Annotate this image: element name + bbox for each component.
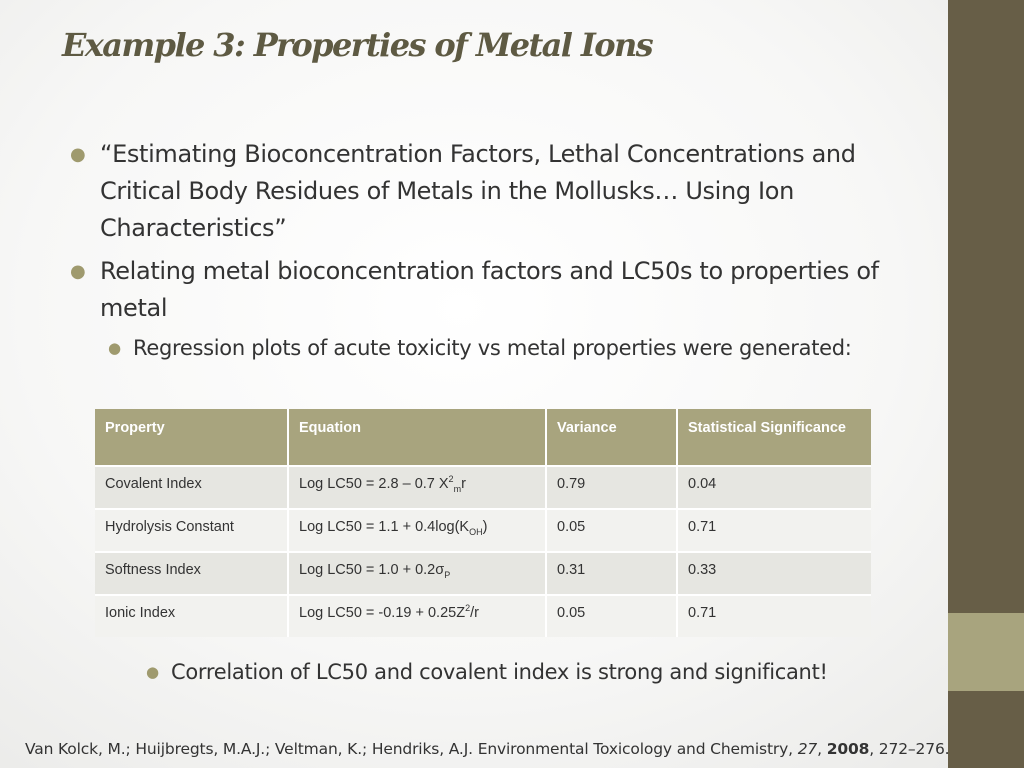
bullet-text: “Estimating Bioconcentration Factors, Lethal Concentrations and Critical Body Residues of Metals in the Mollusks… Using Ion Characteristics”	[100, 140, 856, 242]
properties-table	[95, 409, 871, 637]
cell-variance: 0.05	[546, 595, 677, 637]
table-header-row	[95, 409, 871, 466]
cell-equation: Log $LC50 = 1.0 + 0.2\sigma_P$	[288, 552, 546, 595]
bullet-list	[70, 136, 890, 364]
sub-bullet-item	[108, 333, 890, 364]
side-accent-bar-middle	[948, 613, 1024, 691]
bullet-item	[70, 136, 890, 247]
cell-significance: 0.71	[677, 595, 871, 637]
cell-significance: 0.71	[677, 509, 871, 552]
citation: Van Kolck, M.; Huijbregts, M.A.J.; Veltman, K.; Hendriks, A.J. Environmental Toxicology and Chemistry, 27, 2008, 272–276.	[25, 740, 950, 758]
bullet-dot-icon: ●	[70, 144, 86, 165]
sub-bullet-text: Regression plots of acute toxicity vs metal properties were generated:	[133, 336, 852, 360]
cell-equation: Log LC50 = 2.8 – 0.7 $X^2_mr$	[288, 466, 546, 509]
sub-bullet-item	[146, 657, 828, 688]
side-accent-bar-top	[948, 0, 1024, 613]
cell-equation: Log $LC50 = -0.19 + 0.25Z^2/r$	[288, 595, 546, 637]
cell-property: Ionic Index	[95, 595, 288, 637]
cell-variance: 0.79	[546, 466, 677, 509]
header-equation: Equation	[288, 409, 546, 466]
bullet-dot-icon: ●	[146, 663, 159, 681]
table-row	[95, 595, 871, 637]
header-variance: Variance	[546, 409, 677, 466]
bullet-dot-icon: ●	[108, 339, 121, 357]
cell-property: Softness Index	[95, 552, 288, 595]
header-significance: Statistical Significance	[677, 409, 871, 466]
bullet-dot-icon: ●	[70, 261, 86, 282]
sub-bullet-text: Correlation of LC50 and covalent index is strong and significant!	[171, 660, 828, 684]
cell-variance: 0.31	[546, 552, 677, 595]
cell-property: Hydrolysis Constant	[95, 509, 288, 552]
table-row	[95, 552, 871, 595]
cell-property: Covalent Index	[95, 466, 288, 509]
citation-year: 2008	[826, 740, 870, 758]
cell-significance: 0.33	[677, 552, 871, 595]
bullet-text: Relating metal bioconcentration factors and LC50s to properties of metal	[100, 257, 879, 322]
table-row	[95, 466, 871, 509]
header-property: Property	[95, 409, 288, 466]
cell-significance: 0.04	[677, 466, 871, 509]
cell-variance: 0.05	[546, 509, 677, 552]
citation-volume: 27	[797, 740, 818, 758]
side-accent-bar-bottom	[948, 691, 1024, 768]
table-row	[95, 509, 871, 552]
slide-title: Example 3: Properties of Metal Ions	[62, 26, 653, 64]
bullet-item	[70, 253, 890, 327]
cell-equation: Log $LC50 = 1.1 + 0.4\log(K_{OH})$	[288, 509, 546, 552]
